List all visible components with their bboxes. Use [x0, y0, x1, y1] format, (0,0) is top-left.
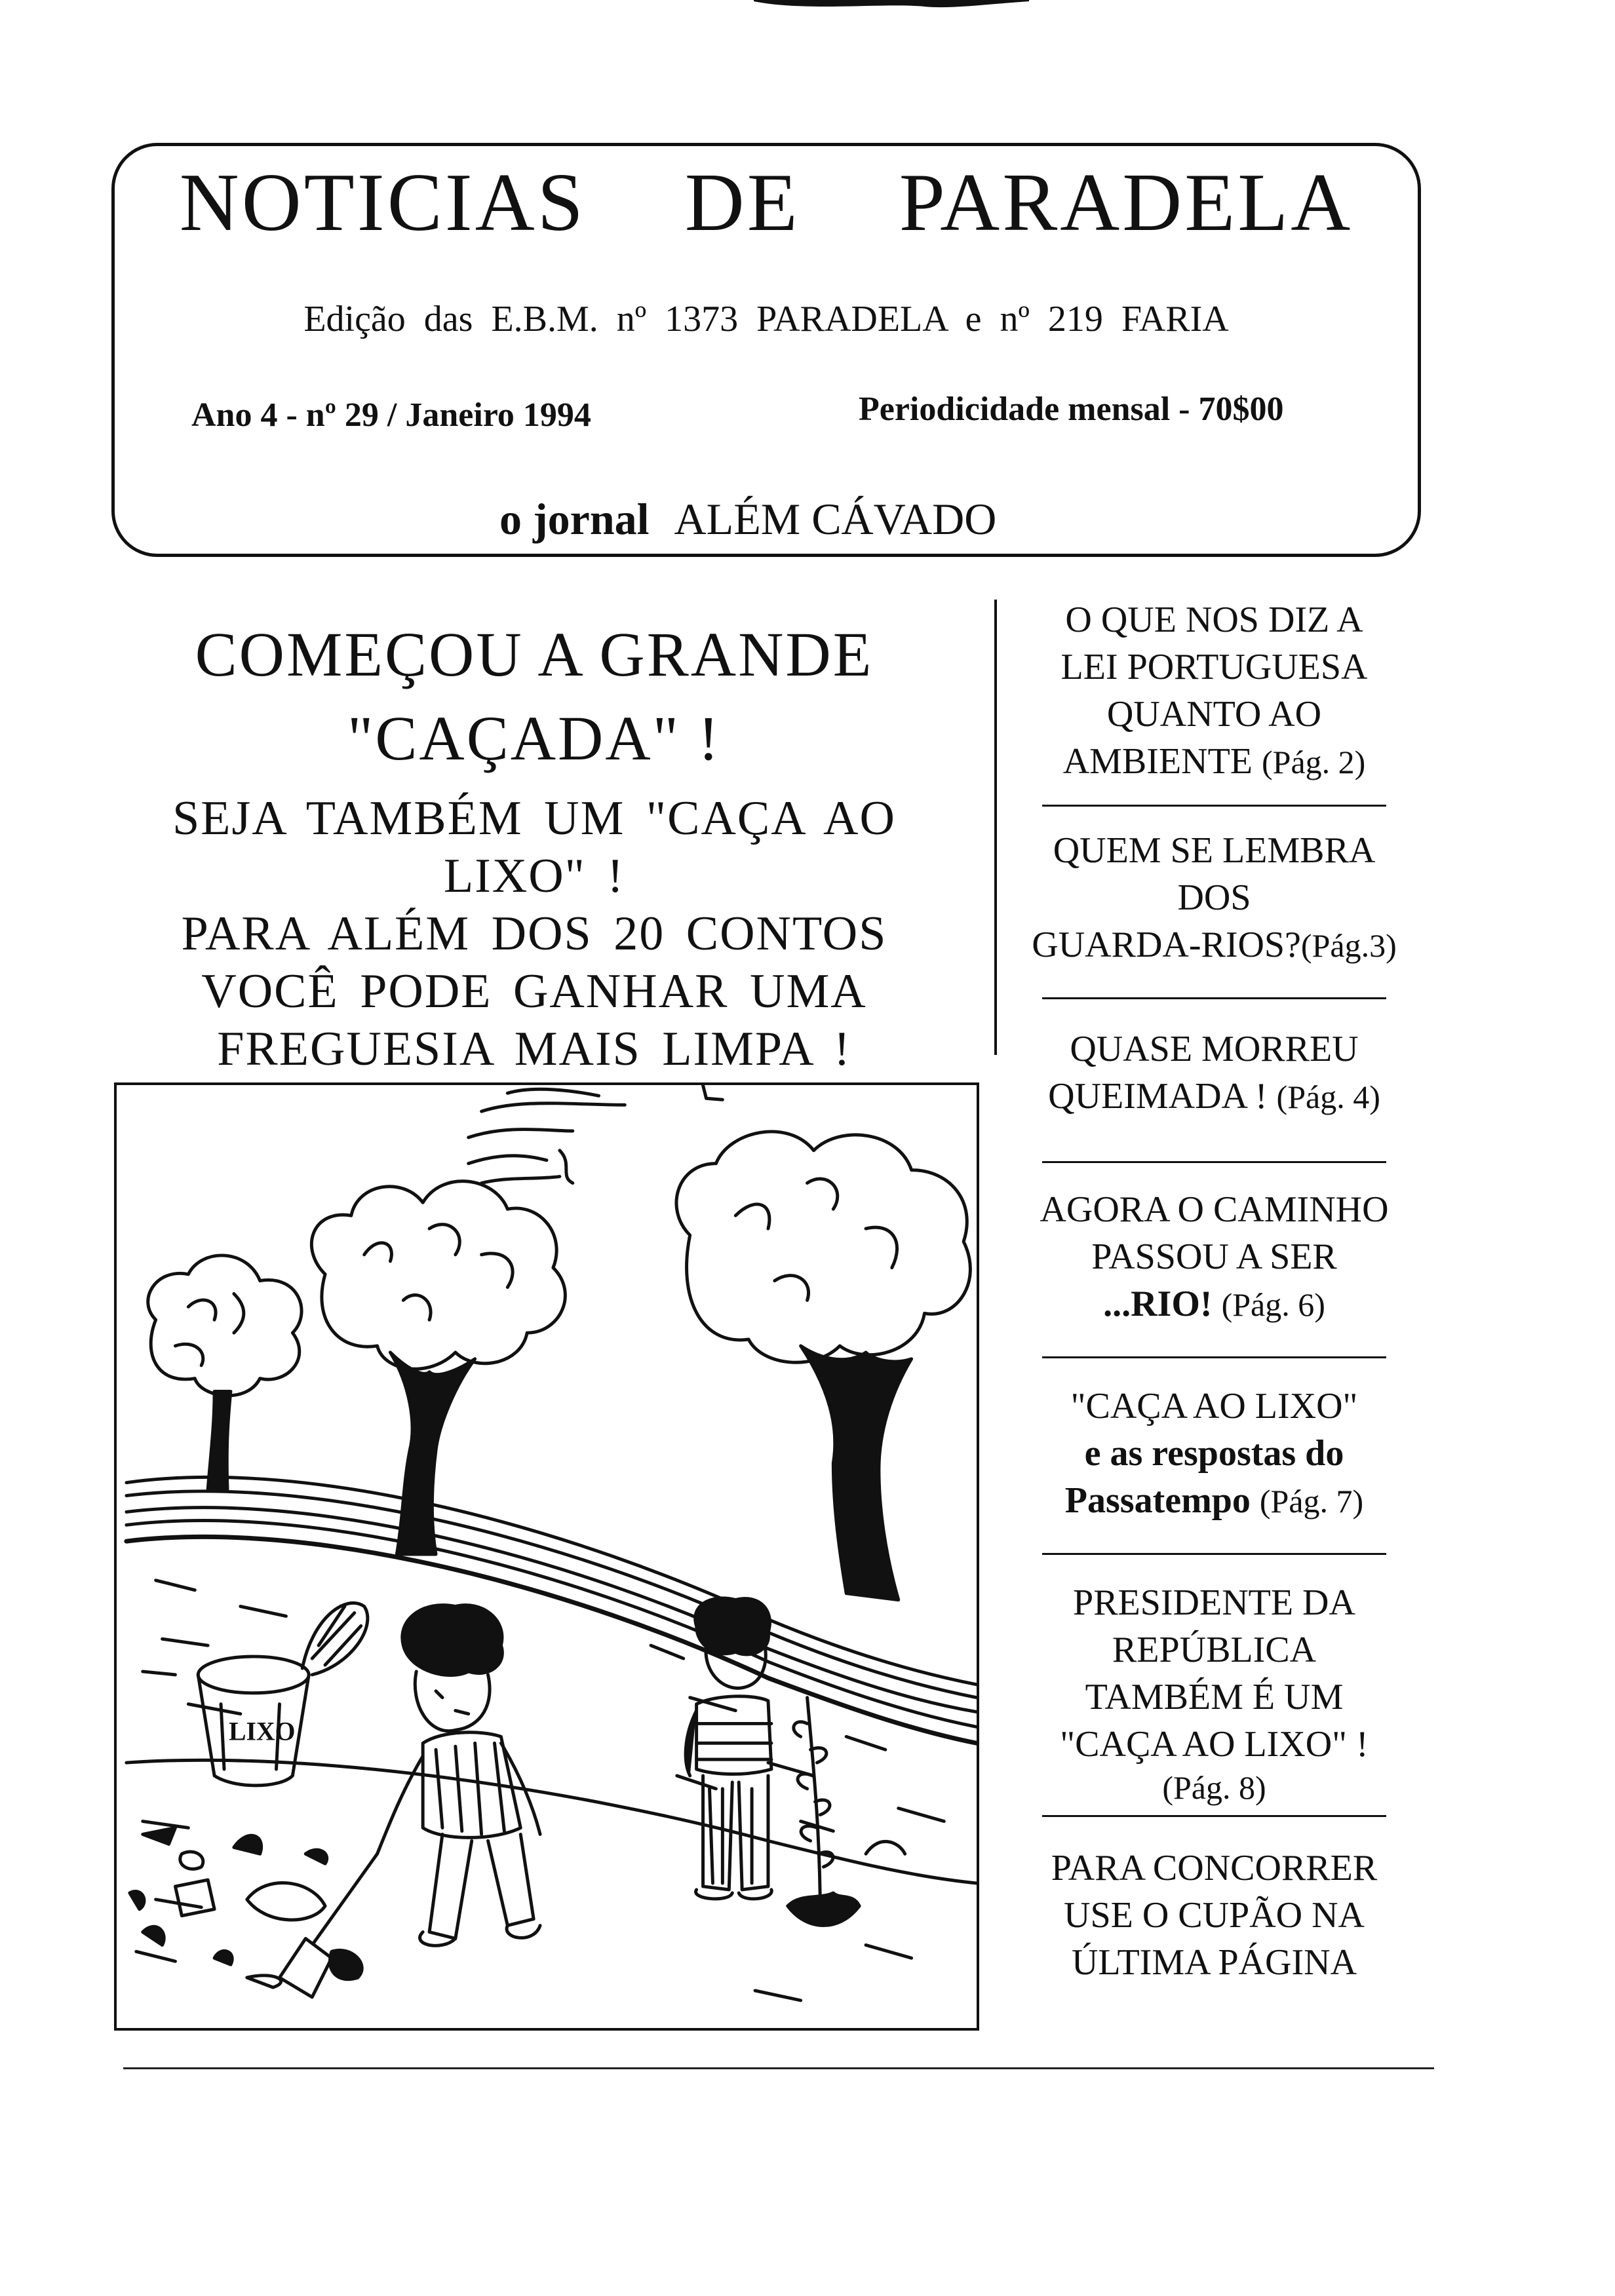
sidebar-item-queimada[interactable] — [1000, 1025, 1429, 1120]
headline-line-1: COMEÇOU A GRANDE — [195, 619, 874, 689]
bottom-rule — [123, 2067, 1434, 2069]
sidebar-divider — [1042, 1161, 1386, 1163]
sidebar-text: TAMBÉM É UM — [1085, 1677, 1344, 1717]
sidebar-item-lei[interactable] — [1000, 596, 1429, 786]
column-divider — [994, 600, 997, 1055]
cartoon-illustration — [114, 1082, 979, 2031]
sidebar-text: LEI PORTUGUESA — [1060, 647, 1368, 687]
sidebar-item-caminho[interactable] — [1000, 1186, 1429, 1328]
sidebar-text: e as respostas do — [1084, 1433, 1344, 1474]
boy-with-shovel-icon — [279, 1605, 540, 1997]
sidebar-text: QUEIMADA ! — [1048, 1076, 1268, 1117]
tree-icon — [148, 1255, 302, 1489]
sidebar-text: "CAÇA AO LIXO" ! — [1060, 1724, 1369, 1765]
headline-line-5: PARA ALÉM DOS 20 CONTOS — [181, 907, 887, 961]
sidebar-text: PASSOU A SER — [1091, 1236, 1337, 1277]
page-ref: (Pág. 4) — [1276, 1079, 1380, 1115]
bin-label: LIXO — [228, 1717, 296, 1746]
sidebar-text: QUEM SE LEMBRA — [1053, 830, 1376, 871]
headline-line-3: SEJA TAMBÉM UM "CAÇA AO — [172, 792, 896, 845]
page-ref: (Pág. 8) — [1162, 1769, 1266, 1806]
sidebar-text: AGORA O CAMINHO — [1040, 1189, 1389, 1230]
sidebar-text: USE O CUPÃO NA — [1064, 1895, 1365, 1936]
sidebar-divider — [1042, 1553, 1386, 1555]
sidebar-divider — [1042, 805, 1386, 807]
headline-line-7: FREGUESIA MAIS LIMPA ! — [217, 1022, 851, 1076]
page-ref: (Pág. 7) — [1259, 1483, 1364, 1520]
sidebar-text: ÚLTIMA PÁGINA — [1071, 1942, 1357, 1983]
sidebar-text: Passatempo — [1064, 1480, 1251, 1521]
jornal-label: o jornal — [499, 494, 650, 544]
headline-line-4: LIXO" ! — [443, 849, 625, 903]
page-ref: (Pág. 2) — [1261, 744, 1366, 780]
sidebar-item-concorrer[interactable] — [1000, 1845, 1429, 1986]
sidebar-divider — [1042, 1815, 1386, 1817]
edition-line: Edição das E.B.M. nº 1373 PARADELA e nº 219 FARIA — [303, 299, 1229, 339]
issue-line: Ano 4 - nº 29 / Janeiro 1994 — [191, 396, 591, 434]
sidebar-item-caca-lixo[interactable] — [1000, 1383, 1429, 1525]
sidebar-item-guarda-rios[interactable] — [1000, 827, 1429, 969]
page-ref: (Pág.3) — [1300, 927, 1397, 964]
trash-bin-icon — [198, 1603, 368, 1785]
sidebar-text: ...RIO! — [1103, 1284, 1213, 1324]
sidebar-text: DOS — [1177, 877, 1251, 918]
sidebar-text: PARA CONCORRER — [1051, 1848, 1378, 1888]
scan-blot — [754, 0, 1029, 13]
sidebar-divider — [1042, 997, 1386, 999]
page-ref: (Pág. 6) — [1221, 1286, 1325, 1323]
headline-line-6: VOCÊ PODE GANHAR UMA — [201, 965, 867, 1018]
boy-with-plant-icon — [686, 1598, 905, 1926]
sidebar-text: "CAÇA AO LIXO" — [1070, 1386, 1358, 1426]
tree-icon — [311, 1181, 565, 1554]
sidebar-text: REPÚBLICA — [1112, 1630, 1317, 1670]
sidebar-text: PRESIDENTE DA — [1073, 1582, 1355, 1623]
sidebar-divider — [1042, 1356, 1386, 1358]
headline-line-2: "CAÇADA" ! — [347, 703, 721, 773]
sidebar-text: AMBIENTE — [1062, 741, 1253, 782]
newspaper-title: NOTICIAS DE PARADELA — [179, 157, 1353, 248]
sidebar-text: QUANTO AO — [1106, 694, 1322, 735]
jornal-line — [485, 493, 1011, 545]
sidebar-text: O QUE NOS DIZ A — [1065, 600, 1363, 640]
periodicity-line: Periodicidade mensal - 70$00 — [859, 391, 1284, 428]
sidebar-text: GUARDA-RIOS? — [1032, 925, 1301, 965]
sidebar-item-presidente[interactable] — [1000, 1579, 1429, 1807]
jornal-name: ALÉM CÁVADO — [674, 494, 997, 544]
tree-icon — [676, 1132, 970, 1600]
main-headline — [111, 613, 957, 1078]
smoke-icon — [469, 1085, 723, 1183]
sidebar-text: QUASE MORREU — [1070, 1029, 1359, 1069]
